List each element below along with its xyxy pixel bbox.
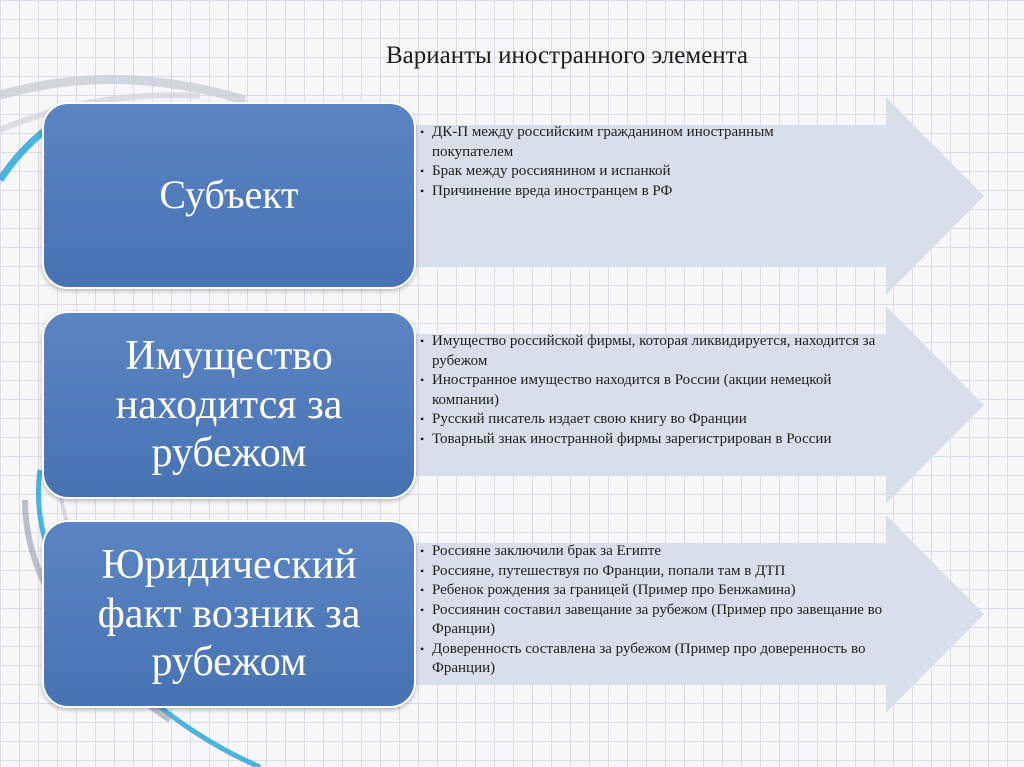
list-item: • Россияне, путешествуя по Франции, попали там в ДТП (420, 562, 898, 582)
category-box-property (42, 311, 416, 499)
category-row-property (0, 306, 1024, 504)
example-list (420, 332, 882, 449)
list-item: • Ребенок рождения за границей (Пример про Бенжамина) (420, 581, 898, 601)
category-label: Имущество находится за рубежом (115, 332, 343, 477)
category-label: Субъект (159, 172, 299, 218)
category-row-subject (0, 97, 1024, 295)
list-item: • Россияне заключили брак за Египте (420, 542, 898, 562)
example-list (420, 123, 830, 201)
list-item: • ДК-П между российским гражданином иностранным покупателем (420, 123, 830, 162)
list-item: • Доверенность составлена за рубежом (Пример про доверенность во Франции) (420, 640, 898, 679)
category-label: Юридический факт возник за рубежом (97, 541, 361, 686)
list-item: • Причинение вреда иностранцем в РФ (420, 182, 830, 202)
slide-title: Варианты иностранного элемента (385, 42, 748, 69)
list-item: • Иностранное имущество находится в России (акции немецкой компании) (420, 371, 882, 410)
category-box-legal-fact (42, 520, 416, 708)
list-item: • Имущество российской фирмы, которая ликвидируется, находится за рубежом (420, 332, 882, 371)
list-item: • Русский писатель издает свою книгу во Франции (420, 410, 882, 430)
list-item: • Россиянин составил завещание за рубежом (Пример про завещание во Франции) (420, 601, 898, 640)
list-item: • Брак между россиянином и испанкой (420, 162, 830, 182)
list-item: • Товарный знак иностранной фирмы зарегистрирован в России (420, 430, 882, 450)
example-list (420, 542, 898, 679)
category-row-legal-fact (0, 515, 1024, 713)
category-box-subject (42, 102, 416, 289)
